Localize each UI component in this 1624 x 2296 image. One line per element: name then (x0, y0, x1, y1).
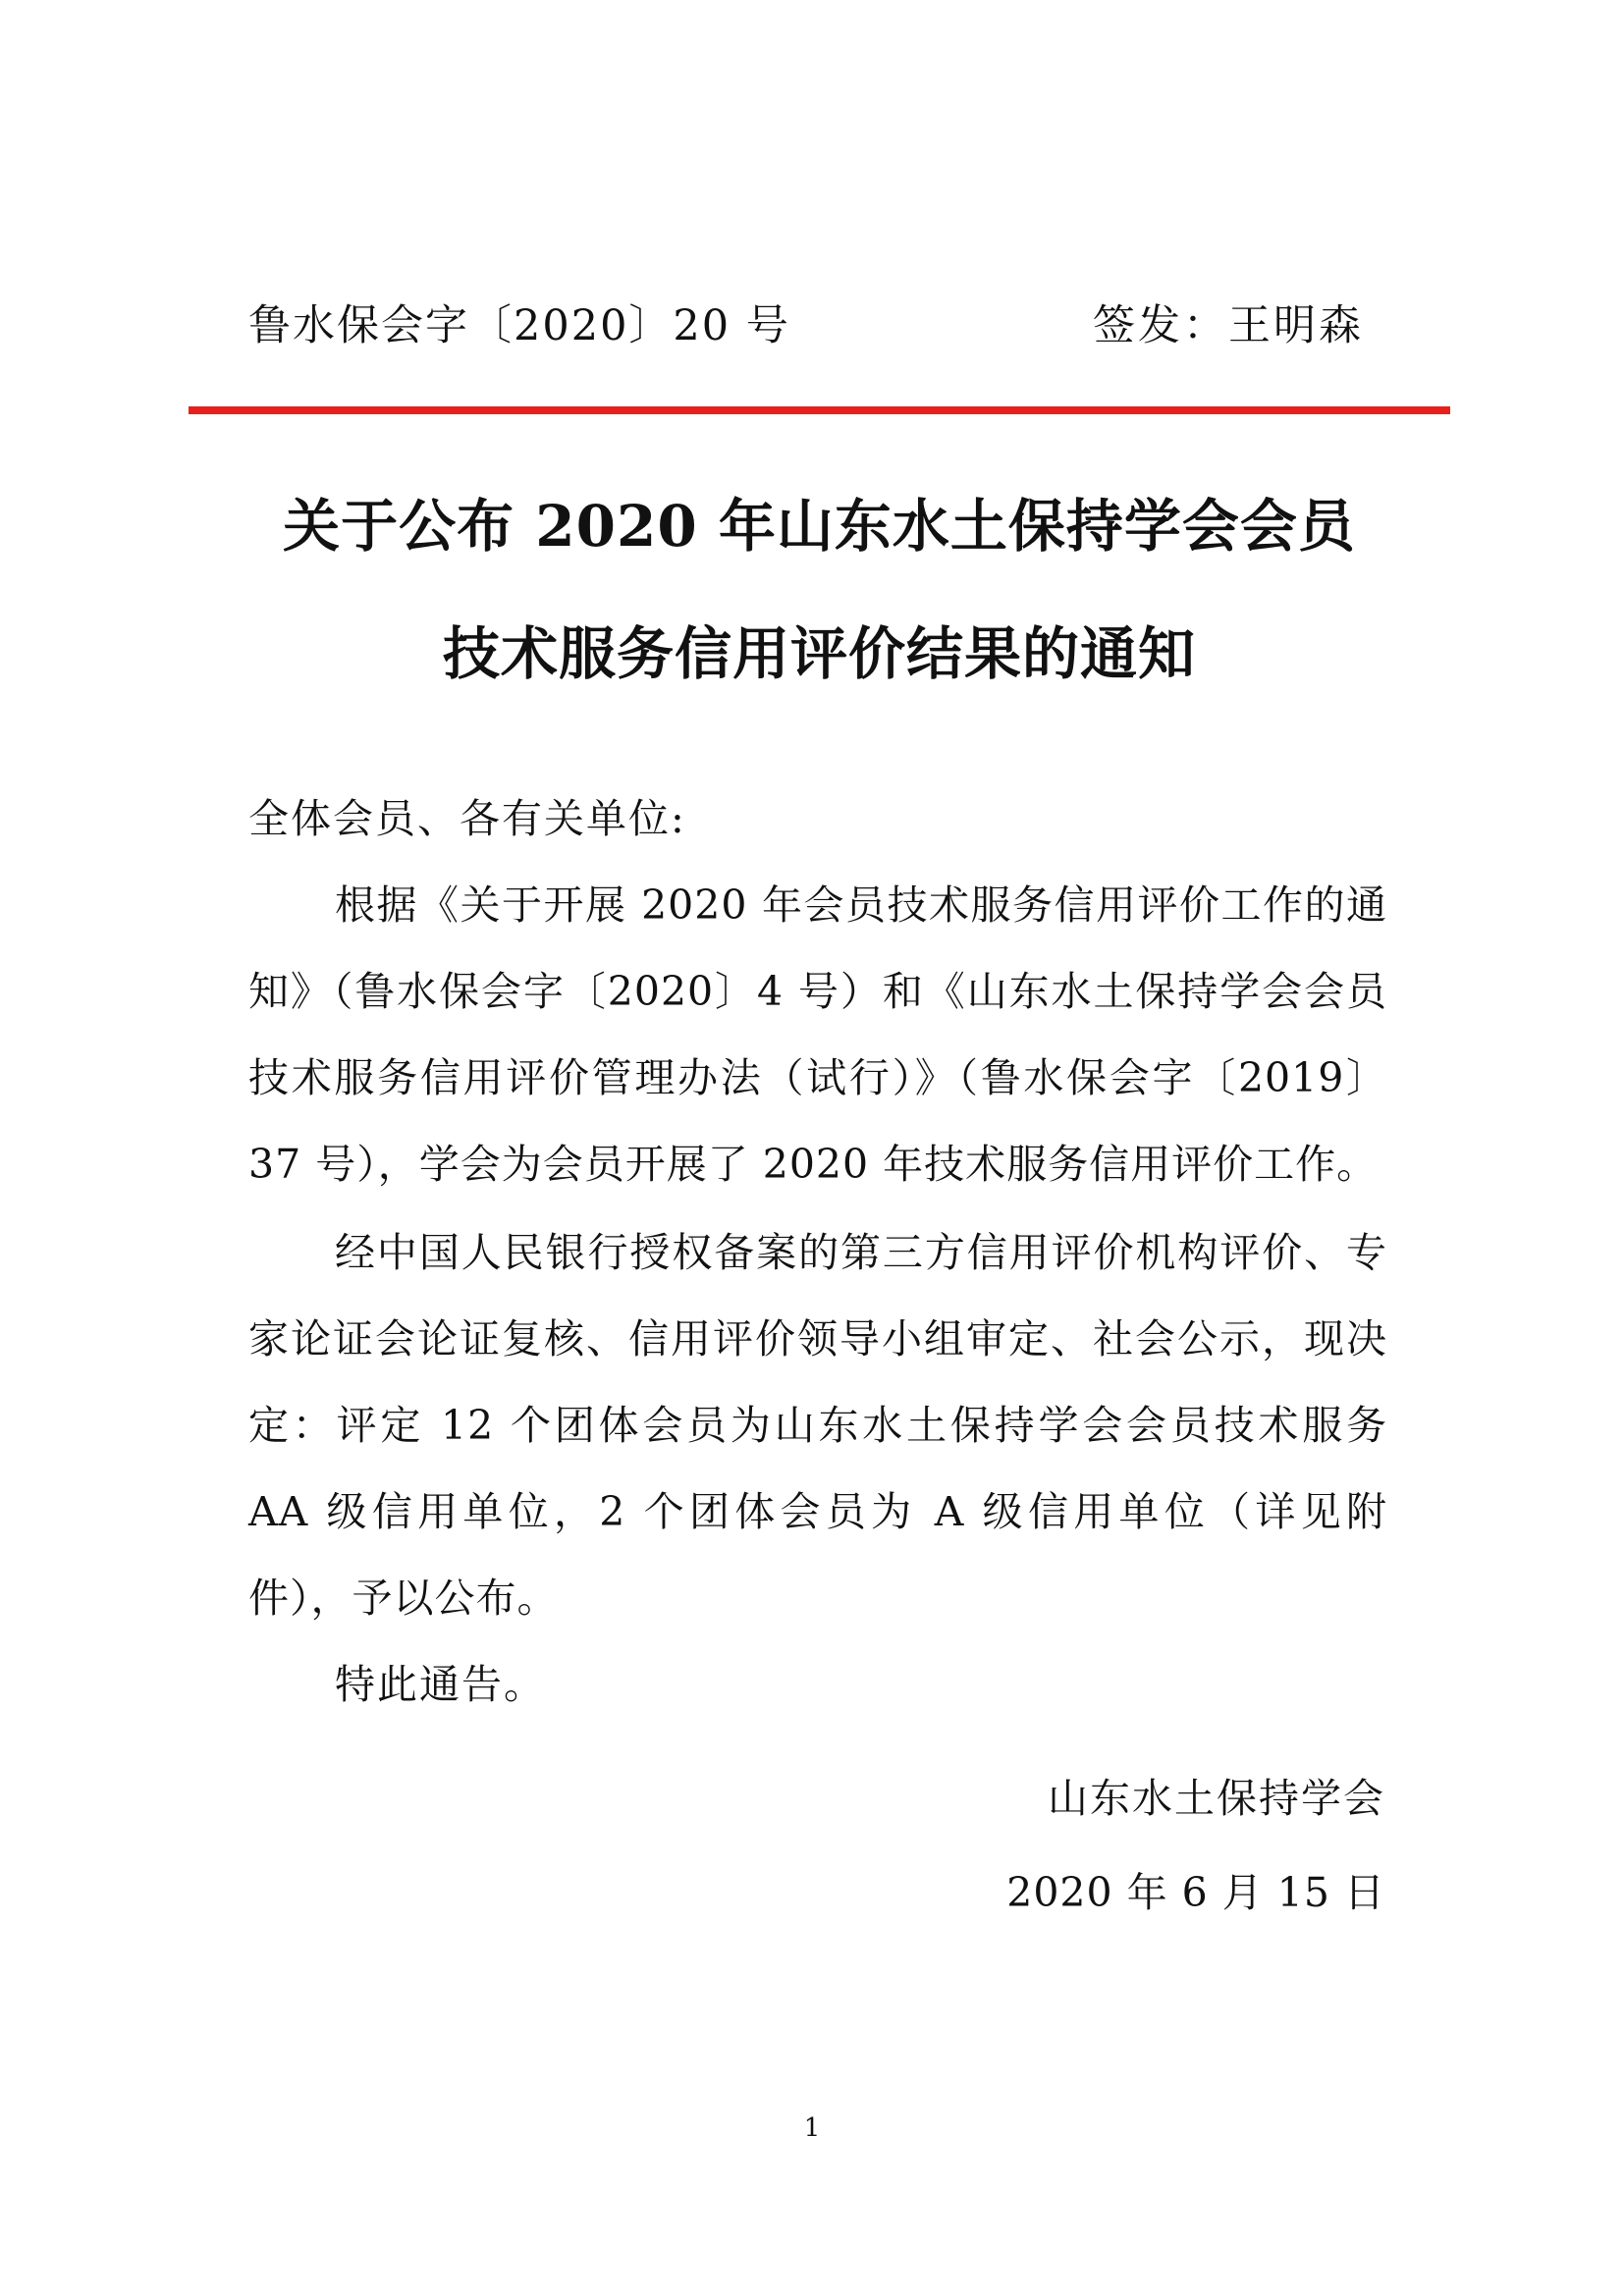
document-title-line-2: 技术服务信用评价结果的通知 (442, 620, 1196, 687)
salutation: 全体会员、各有关单位: (248, 795, 686, 842)
paragraph-decision: 经中国人民银行授权备案的第三方信用评价机构评价、专家论证会论证复核、信用评价领导小组审定、社会公示，现决定：评定 12 个团体会员为山东水土保持学会会员技术服务 AA 级信用单位，2 个团体会员为 A 级信用单位（详见附件），予以公布。 (248, 1229, 1387, 1622)
signature-date: 2020 年 6 月 15 日 (1006, 1869, 1385, 1916)
document-number: 鲁水保会字〔2020〕20 号 (248, 301, 790, 350)
page-number: 1 (803, 2113, 821, 2143)
paragraph-closing: 特此通告。 (335, 1661, 546, 1708)
document-title-line-1: 关于公布 2020 年山东水土保持学会会员 (283, 493, 1356, 560)
paragraph-basis: 根据《关于开展 2020 年会员技术服务信用评价工作的通知》（鲁水保会字〔2020〕4 号）和《山东水土保持学会会员技术服务信用评价管理办法（试行）》（鲁水保会字〔2019〕37 号），学会为会员开展了 2020 年技术服务信用评价工作。 (248, 881, 1387, 1188)
signer: 签发：王明森 (1093, 301, 1364, 350)
signature-organization: 山东水土保持学会 (1048, 1775, 1385, 1822)
red-header-rule (189, 406, 1450, 414)
